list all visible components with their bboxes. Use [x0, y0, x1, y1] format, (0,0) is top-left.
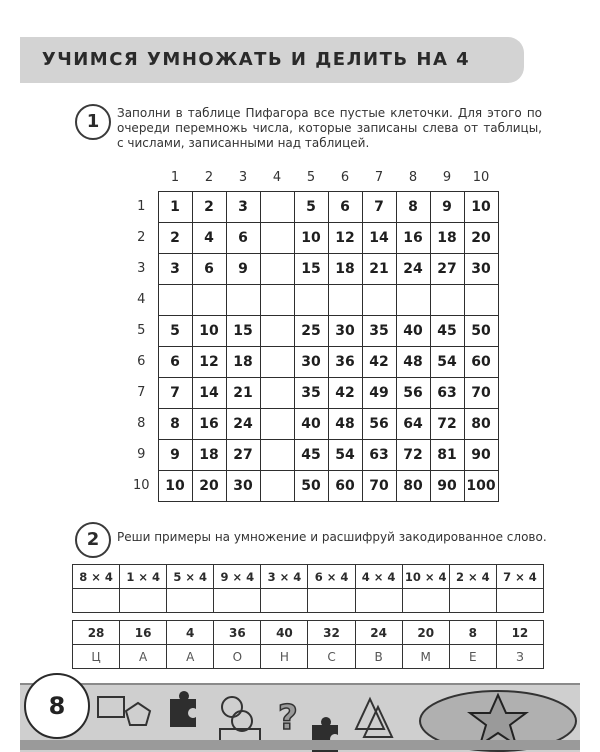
table-row	[125, 191, 498, 222]
column-header: 6	[340, 170, 350, 186]
product-cell: 7	[158, 377, 192, 408]
answer-cell[interactable]	[308, 589, 355, 613]
product-cell: 10	[158, 470, 192, 501]
svg-text:?: ?	[278, 698, 298, 738]
answer-cell[interactable]	[496, 589, 543, 613]
example-cell: 1 × 4	[120, 565, 167, 589]
product-cell: 16	[192, 408, 226, 439]
product-cell: 90	[430, 470, 464, 501]
product-cell: 80	[464, 408, 498, 439]
answer-cell[interactable]	[261, 589, 308, 613]
empty-cell[interactable]	[430, 284, 464, 315]
product-cell: 40	[396, 315, 430, 346]
key-letter-cell: А	[120, 645, 167, 669]
product-cell: 63	[362, 439, 396, 470]
answer-cell[interactable]	[73, 589, 120, 613]
key-number-cell: 36	[214, 621, 261, 645]
product-cell: 9	[158, 439, 192, 470]
example-cell: 7 × 4	[496, 565, 543, 589]
key-letter-cell: О	[214, 645, 261, 669]
product-cell: 100	[464, 470, 498, 501]
empty-cell[interactable]	[362, 284, 396, 315]
product-cell: 27	[226, 439, 260, 470]
empty-cell[interactable]	[260, 377, 294, 408]
answer-cell[interactable]	[167, 589, 214, 613]
triangles-icon	[356, 699, 392, 737]
product-cell: 50	[294, 470, 328, 501]
key-number-cell: 28	[73, 621, 120, 645]
table-row	[125, 253, 498, 284]
product-cell: 60	[464, 346, 498, 377]
product-cell: 80	[396, 470, 430, 501]
product-cell: 45	[294, 439, 328, 470]
product-cell: 18	[192, 439, 226, 470]
empty-cell[interactable]	[192, 284, 226, 315]
table-row	[125, 284, 498, 315]
product-cell: 18	[226, 346, 260, 377]
exercise-2-instruction: Реши примеры на умножение и расшифруй закодированное слово.	[117, 530, 547, 544]
row-header: 8	[137, 416, 146, 431]
example-cell: 5 × 4	[167, 565, 214, 589]
row-header: 1	[137, 199, 146, 214]
column-header: 4	[272, 170, 282, 186]
product-cell: 10	[294, 222, 328, 253]
product-cell: 12	[192, 346, 226, 377]
column-header: 9	[442, 170, 452, 186]
product-cell: 50	[464, 315, 498, 346]
table-row	[125, 315, 498, 346]
product-cell: 5	[294, 191, 328, 222]
empty-cell[interactable]	[260, 253, 294, 284]
product-cell: 64	[396, 408, 430, 439]
product-cell: 27	[430, 253, 464, 284]
product-cell: 3	[158, 253, 192, 284]
row-header: 2	[137, 230, 146, 245]
product-cell: 6	[158, 346, 192, 377]
empty-cell[interactable]	[260, 284, 294, 315]
row-header: 10	[132, 478, 150, 493]
key-number-cell: 40	[261, 621, 308, 645]
table-row	[125, 470, 498, 501]
answer-cell[interactable]	[120, 589, 167, 613]
examples-table	[72, 564, 544, 613]
page-number: 8	[24, 673, 90, 739]
column-header: 2	[204, 170, 214, 186]
product-cell: 30	[294, 346, 328, 377]
example-cell: 3 × 4	[261, 565, 308, 589]
example-cell: 6 × 4	[308, 565, 355, 589]
product-cell: 54	[328, 439, 362, 470]
cipher-key-table	[72, 620, 544, 669]
table-row	[125, 377, 498, 408]
product-cell: 1	[158, 191, 192, 222]
empty-cell[interactable]	[260, 439, 294, 470]
column-header: 5	[306, 170, 316, 186]
product-cell: 72	[430, 408, 464, 439]
product-cell: 2	[192, 191, 226, 222]
example-cell: 9 × 4	[214, 565, 261, 589]
product-cell: 30	[328, 315, 362, 346]
product-cell: 36	[328, 346, 362, 377]
product-cell: 2	[158, 222, 192, 253]
product-cell: 14	[362, 222, 396, 253]
key-letter-cell: А	[167, 645, 214, 669]
product-cell: 70	[464, 377, 498, 408]
key-letter-cell: З	[496, 645, 543, 669]
exercise-1-number: 1	[75, 104, 111, 140]
product-cell: 21	[362, 253, 396, 284]
key-letter-cell: С	[308, 645, 355, 669]
product-cell: 5	[158, 315, 192, 346]
key-number-cell: 4	[167, 621, 214, 645]
product-cell: 63	[430, 377, 464, 408]
column-header: 1	[170, 170, 180, 186]
empty-cell[interactable]	[260, 408, 294, 439]
table-row	[125, 439, 498, 470]
product-cell: 35	[362, 315, 396, 346]
empty-cell[interactable]	[260, 222, 294, 253]
answer-cell[interactable]	[214, 589, 261, 613]
key-letter-cell: Н	[261, 645, 308, 669]
product-cell: 48	[328, 408, 362, 439]
empty-cell[interactable]	[294, 284, 328, 315]
product-cell: 16	[396, 222, 430, 253]
column-header: 10	[472, 170, 490, 186]
product-cell: 3	[226, 191, 260, 222]
key-number-cell: 12	[496, 621, 543, 645]
product-cell: 20	[464, 222, 498, 253]
product-cell: 9	[226, 253, 260, 284]
page-title: УЧИМСЯ УМНОЖАТЬ И ДЕЛИТЬ НА 4	[41, 49, 471, 70]
key-number-cell: 24	[355, 621, 402, 645]
product-cell: 56	[396, 377, 430, 408]
key-letter-cell: В	[355, 645, 402, 669]
exercise-2-number: 2	[75, 522, 111, 558]
product-cell: 20	[192, 470, 226, 501]
product-cell: 12	[328, 222, 362, 253]
empty-cell[interactable]	[226, 284, 260, 315]
product-cell: 7	[362, 191, 396, 222]
product-cell: 10	[464, 191, 498, 222]
product-cell: 48	[396, 346, 430, 377]
pentagon-icon	[126, 703, 150, 725]
product-cell: 35	[294, 377, 328, 408]
product-cell: 15	[294, 253, 328, 284]
question-mark-icon	[278, 698, 298, 738]
product-cell: 24	[226, 408, 260, 439]
empty-cell[interactable]	[158, 284, 192, 315]
key-number-cell: 32	[308, 621, 355, 645]
product-cell: 9	[430, 191, 464, 222]
table-row	[125, 408, 498, 439]
product-cell: 15	[226, 315, 260, 346]
title-bar	[20, 37, 524, 83]
product-cell: 6	[226, 222, 260, 253]
empty-cell[interactable]	[396, 284, 430, 315]
product-cell: 10	[192, 315, 226, 346]
empty-cell[interactable]	[260, 470, 294, 501]
table-row	[125, 222, 498, 253]
product-cell: 8	[158, 408, 192, 439]
row-header: 3	[137, 261, 146, 276]
product-cell: 24	[396, 253, 430, 284]
corner-cell	[125, 165, 158, 191]
empty-cell[interactable]	[328, 284, 362, 315]
pythagoras-table	[125, 165, 499, 502]
key-number-cell: 20	[402, 621, 449, 645]
product-cell: 18	[328, 253, 362, 284]
answer-cell[interactable]	[449, 589, 496, 613]
empty-cell[interactable]	[260, 315, 294, 346]
table-row	[125, 346, 498, 377]
product-cell: 6	[328, 191, 362, 222]
row-header: 6	[137, 354, 146, 369]
row-header: 9	[137, 447, 146, 462]
product-cell: 81	[430, 439, 464, 470]
key-number-cell: 16	[120, 621, 167, 645]
key-letter-cell: Ц	[73, 645, 120, 669]
product-cell: 18	[430, 222, 464, 253]
example-cell: 2 × 4	[449, 565, 496, 589]
key-number-cell: 8	[449, 621, 496, 645]
answer-cell[interactable]	[355, 589, 402, 613]
footer-strip	[20, 740, 580, 750]
puzzle-piece-icon	[170, 691, 196, 727]
product-cell: 25	[294, 315, 328, 346]
product-cell: 72	[396, 439, 430, 470]
product-cell: 90	[464, 439, 498, 470]
answer-cell[interactable]	[402, 589, 449, 613]
empty-cell[interactable]	[464, 284, 498, 315]
column-header: 8	[408, 170, 418, 186]
product-cell: 42	[328, 377, 362, 408]
product-cell: 60	[328, 470, 362, 501]
product-cell: 30	[464, 253, 498, 284]
product-cell: 42	[362, 346, 396, 377]
product-cell: 6	[192, 253, 226, 284]
example-cell: 8 × 4	[73, 565, 120, 589]
product-cell: 8	[396, 191, 430, 222]
product-cell: 45	[430, 315, 464, 346]
column-header: 7	[374, 170, 384, 186]
product-cell: 49	[362, 377, 396, 408]
row-header: 5	[137, 323, 146, 338]
key-letter-cell: Е	[449, 645, 496, 669]
exercise-1-instruction: Заполни в таблице Пифагора все пустые клеточки. Для этого по очереди перемножь числа, которые записаны слева от таблицы, с числами, записанными над таблицей.	[117, 106, 542, 150]
example-cell: 4 × 4	[355, 565, 402, 589]
square-icon	[98, 697, 124, 717]
product-cell: 30	[226, 470, 260, 501]
empty-cell[interactable]	[260, 191, 294, 222]
column-header: 3	[238, 170, 248, 186]
row-header: 4	[137, 292, 146, 307]
product-cell: 14	[192, 377, 226, 408]
product-cell: 4	[192, 222, 226, 253]
row-header: 7	[137, 385, 146, 400]
key-letter-cell: М	[402, 645, 449, 669]
product-cell: 54	[430, 346, 464, 377]
empty-cell[interactable]	[260, 346, 294, 377]
example-cell: 10 × 4	[402, 565, 449, 589]
product-cell: 40	[294, 408, 328, 439]
product-cell: 21	[226, 377, 260, 408]
product-cell: 56	[362, 408, 396, 439]
product-cell: 70	[362, 470, 396, 501]
